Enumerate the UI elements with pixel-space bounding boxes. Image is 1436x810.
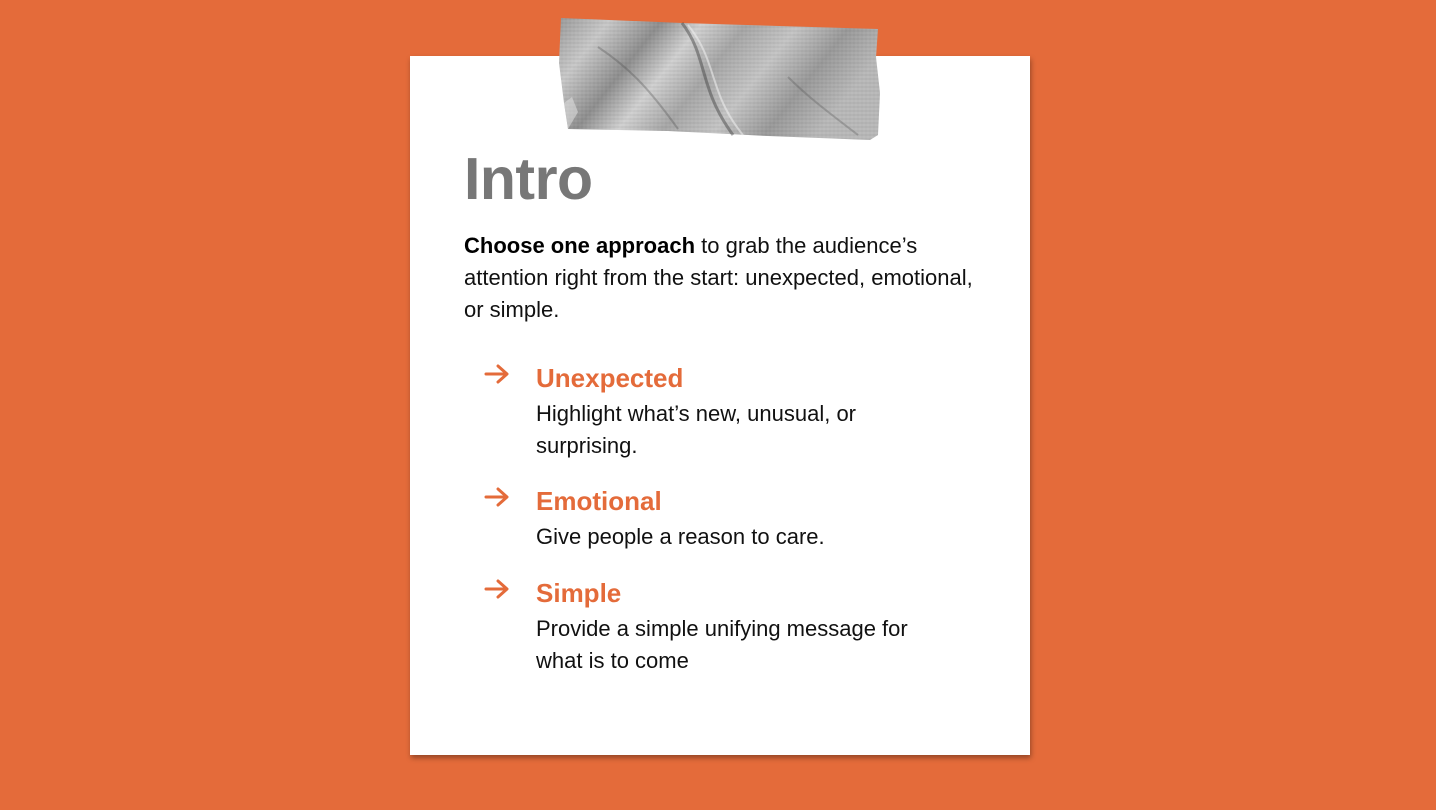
intro-text: to grab the audience’s attention right from the start: unexpected, emotional, or simple. <box>464 233 973 322</box>
arrow-right-icon <box>484 485 514 509</box>
item-description: Highlight what’s new, unusual, or surprising. <box>536 401 857 458</box>
item-description: Provide a simple unifying message for what is to come <box>536 616 908 673</box>
duct-tape <box>558 17 880 141</box>
item-title: Emotional <box>536 486 662 516</box>
intro-paragraph <box>464 230 984 326</box>
intro-bold-text: Choose one approach <box>464 233 696 258</box>
arrow-right-icon <box>484 577 514 601</box>
item-description: Give people a reason to care. <box>536 524 825 549</box>
item-title: Unexpected <box>536 363 684 393</box>
item-title: Simple <box>536 578 622 608</box>
arrow-right-icon <box>484 362 514 386</box>
page-title: Intro <box>464 146 593 212</box>
